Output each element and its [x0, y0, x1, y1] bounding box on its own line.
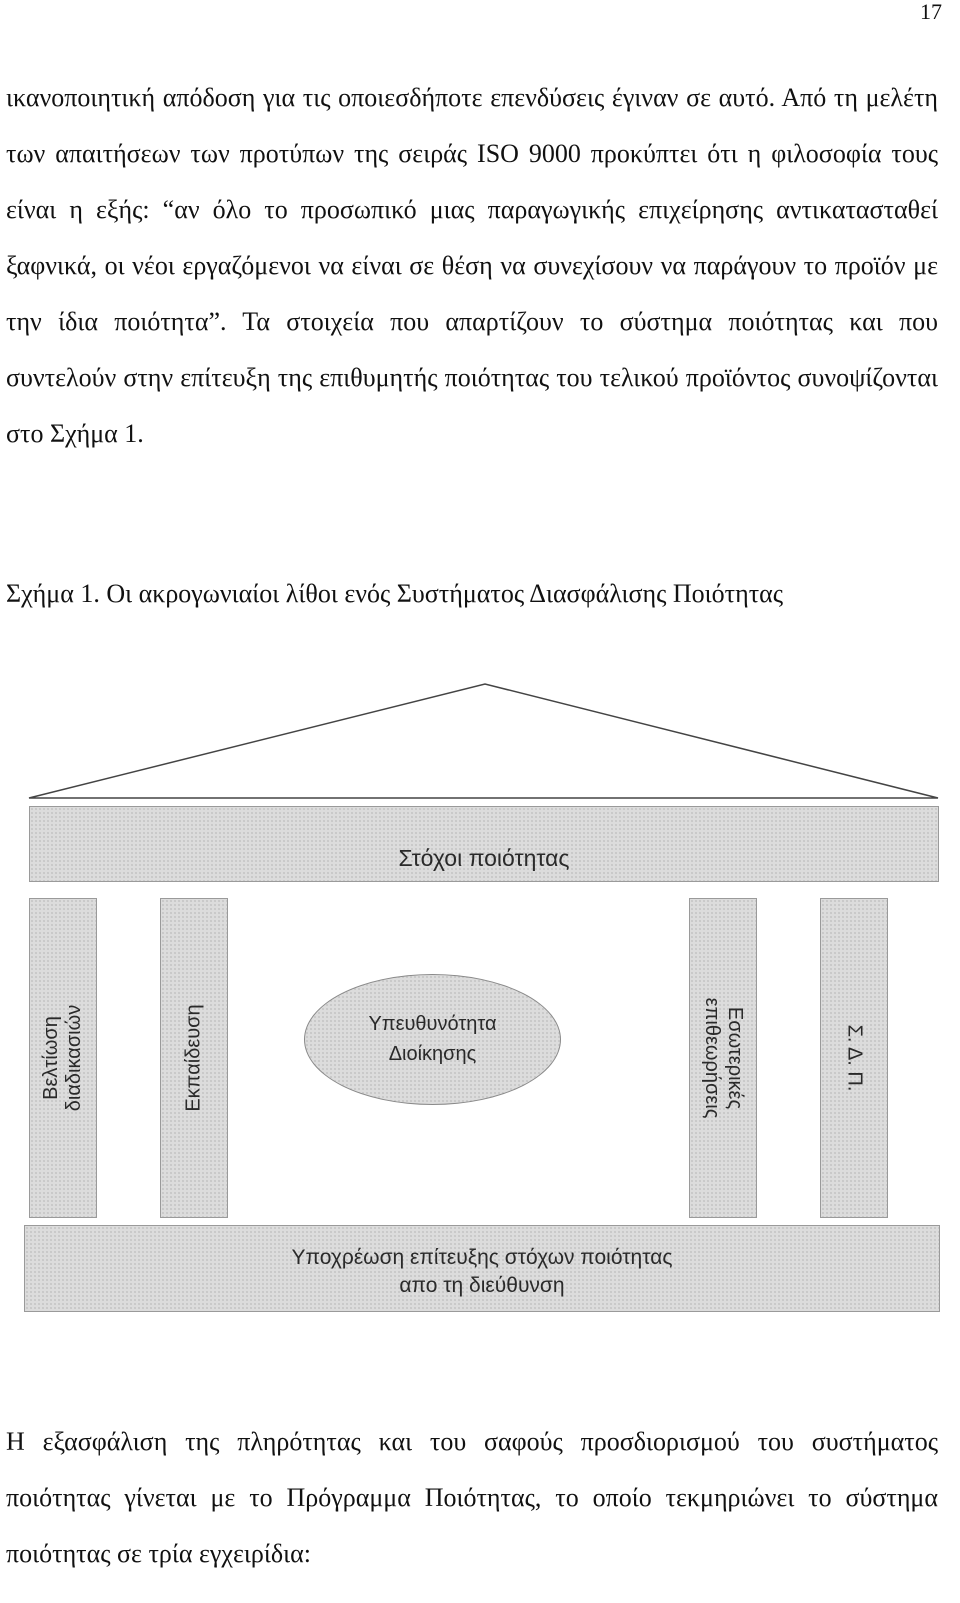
figure-caption: Σχήμα 1. Οι ακρογωνιαίοι λίθοι ενός Συστήματος Διασφάλισης Ποιότητας: [6, 579, 784, 608]
paragraph-quality-program: Η εξασφάλιση της πληρότητας και του σαφούς προσδιορισμού του συστήματος ποιότητας γίνεται με το Πρόγραμμα Ποιότητας, το οποίο τεκμηριώνει το σύστημα ποιότητας σε τρία εγχειρίδια:: [6, 1427, 938, 1568]
center-label-line: Υπευθυνότητα: [368, 1013, 497, 1035]
paragraph-intro: ικανοποιητική απόδοση για τις οποιεσδήποτε επενδύσεις έγιναν σε αυτό. Από τη μελέτη των απαιτήσεων των προτύπων της σειράς ISO 9000 προκύπτει ότι η φιλοσοφία τους είναι η εξής: “αν όλο το προσωπικό μιας παραγωγικής επιχείρησης αντικατασταθεί ξαφνικά, οι νέοι εργαζόμενοι να είναι σε θέση να συνεχίσουν να παράγουν το προϊόν με την ίδια ποιότητα”. Τα στοιχεία που απαρτίζουν το σύστημα ποιότητας και που συντελούν στην επίτευξη της επιθυμητής ποιότητας του τελικού προϊόντος συνοψίζονται στο Σχήμα 1.: [6, 83, 938, 448]
pillar-label-line: Εκπαίδευση: [182, 1004, 205, 1112]
base-label-line: Υποχρέωση επίτευξης στόχων ποιότητας: [291, 1246, 673, 1269]
base-label-line: απο τη διεύθυνση: [399, 1274, 565, 1297]
pillar-label-line: Εσωτερικές: [724, 1006, 746, 1110]
pillar-label: [700, 998, 746, 1119]
pillar-label-line: Βελτίωση: [40, 1016, 62, 1100]
pillar-label: [183, 1004, 206, 1111]
beam-label: Στόχοι ποιότητας: [398, 845, 570, 871]
quality-assurance-diagram: [0, 680, 960, 1360]
center-label: [305, 1009, 560, 1069]
pillar-qas: [820, 898, 888, 1218]
center-label-line: Διοίκησης: [388, 1043, 477, 1065]
page-number: 17: [920, 0, 942, 24]
pillar-process-improvement: [29, 898, 97, 1218]
base-label: [25, 1244, 939, 1300]
pillar-label-line: επιθεωρήσεις: [701, 997, 723, 1119]
base-management-commitment: [24, 1225, 940, 1312]
pillar-training: [160, 898, 228, 1218]
center-ellipse-management-responsibility: [304, 974, 561, 1105]
pillar-internal-audits: [689, 898, 757, 1218]
pillar-label: [843, 1025, 866, 1092]
pillar-label-line: Σ. Δ. Π.: [843, 1024, 866, 1092]
beam-quality-goals: [29, 806, 939, 882]
pillar-label-line: διαδικασιών: [63, 1004, 85, 1112]
pillar-label: [40, 1005, 86, 1111]
